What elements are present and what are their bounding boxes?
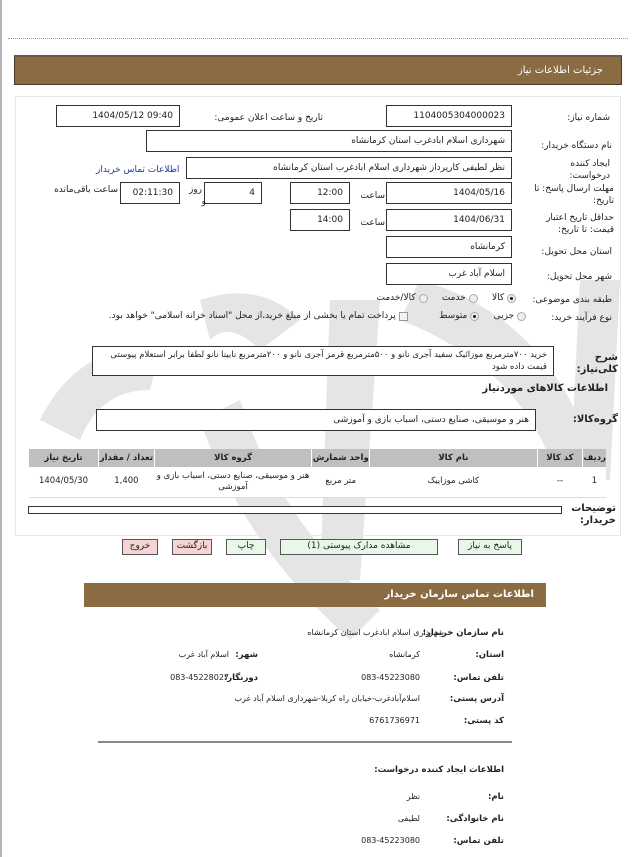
description-field — [92, 346, 554, 376]
treasury-payment-note: پرداخت تمام یا بخشی از مبلغ خرید،از محل "اسناد خزانه اسلامی" خواهد بود. — [108, 311, 396, 321]
contact-fax-value: 083-45228027 — [170, 673, 229, 682]
contact-fax-label: دورنگار: — [223, 673, 258, 683]
col-date: تاریخ نیاز — [29, 449, 99, 467]
contact-section-bar — [84, 583, 546, 607]
contact-city-label: شهر: — [235, 650, 258, 660]
category-radio-goods-service[interactable] — [419, 294, 428, 303]
contact-city-value: اسلام آباد غرب — [178, 650, 229, 659]
top-divider — [8, 38, 628, 39]
delivery-province-value: کرمانشاه — [470, 242, 505, 252]
need-number-label: شماره نیاز: — [567, 113, 610, 123]
col-group: گروه کالا — [154, 449, 311, 467]
deadline-time-field — [290, 182, 350, 204]
announce-value: 1404/05/12 09:40 — [92, 111, 173, 121]
cell-name: کاشی موزاییک — [370, 467, 537, 497]
contact-divider — [98, 741, 512, 743]
contact-province-label: استان: — [475, 650, 504, 660]
process-option-minor-label: جزیی — [493, 311, 515, 321]
deadline-date-value: 1404/05/16 — [453, 188, 505, 198]
deadline-time-label: ساعت — [360, 191, 385, 201]
buyer-org-field — [146, 130, 512, 152]
validity-time-label: ساعت — [360, 218, 385, 228]
buyer-notes-label: توضیحات خریدار: — [571, 503, 616, 526]
validity-date-value: 1404/06/31 — [453, 215, 505, 225]
process-option-medium-label: متوسط — [439, 311, 468, 321]
creator-first-name-label: نام: — [487, 792, 504, 802]
cell-row: 1 — [583, 467, 606, 497]
announce-label: تاریخ و ساعت اعلان عمومی: — [214, 113, 323, 123]
process-radio-group — [50, 311, 526, 322]
category-option-service-label: خدمت — [441, 293, 466, 303]
and-label: و — [201, 197, 206, 207]
creator-field — [186, 157, 512, 179]
description-label: شرح کلی‌نیاز: — [576, 352, 618, 375]
category-radio-group — [330, 293, 516, 304]
announce-field — [56, 105, 180, 127]
col-row: ردیف — [583, 449, 606, 467]
contact-org-value: شهرداری اسلام ابادغرب استان کرمانشاه — [307, 628, 444, 637]
page-title-bar — [14, 55, 622, 85]
validity-time-value: 14:00 — [317, 215, 343, 225]
col-unit: واحد شمارش — [312, 449, 370, 467]
remaining-time-value: 02:11:30 — [132, 188, 173, 198]
delivery-city-label: شهر محل تحویل: — [546, 272, 612, 282]
goods-table — [28, 449, 606, 498]
cell-group: هنر و موسیقی، صنایع دستی، اسباب بازی و آموزشی — [154, 467, 311, 497]
buyer-notes-field — [28, 506, 562, 514]
description-text: خرید ۷۰۰مترمربع موزائیک سفید آجری نانو و ۵۰۰مترمربع قرمز آجری نانو و ۲۰۰مترمربع نابینا نانو لطفا برابر استعلام پیوستی قیمت داده شود — [110, 350, 547, 372]
creator-value: نظر لطیفی کارپرداز شهرداری اسلام ابادغرب استان کرمانشاه — [273, 163, 505, 173]
creator-last-name-label: نام خانوادگی: — [446, 814, 504, 824]
buyer-org-label: نام دستگاه خریدار: — [541, 141, 612, 151]
cell-date: 1404/05/30 — [29, 467, 99, 497]
view-attachments-button[interactable]: مشاهده مدارک پیوستی (1) — [280, 539, 438, 555]
delivery-city-value: اسلام آباد غرب — [448, 269, 505, 279]
deadline-date-field — [386, 182, 512, 204]
col-code: کد کالا — [537, 449, 583, 467]
category-radio-goods[interactable] — [507, 294, 516, 303]
category-label: طبقه بندی موضوعی: — [532, 295, 612, 305]
treasury-payment-checkbox[interactable] — [399, 312, 408, 321]
creator-phone-label: تلفن تماس: — [453, 836, 504, 846]
buyer-org-value: شهرداری اسلام ابادغرب استان کرمانشاه — [351, 136, 505, 146]
remaining-time-label: ساعت باقی‌مانده — [54, 185, 118, 195]
category-option-goods-label: کالا — [491, 293, 505, 303]
category-option-goods-service-label: کالا/خدمت — [376, 293, 416, 303]
contact-province-value: کرمانشاه — [389, 650, 420, 659]
print-button[interactable]: چاپ — [226, 539, 266, 555]
delivery-city-field — [386, 263, 512, 285]
goods-group-field — [96, 409, 536, 431]
days-field — [204, 182, 262, 204]
delivery-province-label: استان محل تحویل: — [541, 247, 612, 257]
contact-postal-label: کد پستی: — [463, 716, 504, 726]
deadline-time-value: 12:00 — [317, 188, 343, 198]
goods-group-label: گروه‌کالا: — [572, 414, 618, 425]
category-radio-service[interactable] — [469, 294, 478, 303]
goods-section-title: اطلاعات کالاهای موردنیاز — [482, 383, 608, 394]
page-title: جزئیات اطلاعات نیاز — [517, 65, 603, 76]
col-qty: تعداد / مقدار — [98, 449, 154, 467]
deadline-label: مهلت ارسال پاسخ: تا تاریخ: — [534, 184, 614, 206]
days-label: روز — [188, 185, 202, 195]
creator-last-name-value: لطیفی — [397, 814, 420, 823]
exit-button[interactable]: خروج — [122, 539, 158, 555]
page-left-border — [0, 0, 2, 857]
cell-qty: 1,400 — [98, 467, 154, 497]
back-button[interactable]: بازگشت — [172, 539, 212, 555]
creator-phone-value: 083-45223080 — [361, 836, 420, 845]
cell-unit: متر مربع — [312, 467, 370, 497]
need-number-field — [386, 105, 512, 127]
validity-date-field — [386, 209, 512, 231]
contact-phone-value: 083-45223080 — [361, 673, 420, 682]
contact-section-title: اطلاعات تماس سازمان خریدار — [384, 589, 534, 600]
reply-button[interactable]: پاسخ به نیاز — [458, 539, 522, 555]
goods-group-value: هنر و موسیقی، صنایع دستی، اسباب بازی و آموزشی — [333, 415, 529, 425]
contact-phone-label: تلفن تماس: — [453, 673, 504, 683]
contact-org-label: نام سازمان خریدار: — [422, 628, 504, 638]
process-radio-minor[interactable] — [517, 312, 526, 321]
buyer-contact-link[interactable]: اطلاعات تماس خریدار — [96, 165, 180, 175]
creator-info-title: اطلاعات ایجاد کننده درخواست: — [374, 765, 504, 775]
col-name: نام کالا — [370, 449, 537, 467]
creator-first-name-value: نظر — [406, 792, 420, 801]
need-number-value: 1104005304000023 — [413, 111, 505, 121]
contact-address-value: اسلام‌آبادغرب-خیابان راه کربلا-شهرداری اسلام آباد غرب — [234, 694, 420, 703]
contact-postal-value: 6761736971 — [369, 716, 420, 725]
remaining-time-field — [120, 182, 180, 204]
contact-address-label: آدرس پستی: — [449, 694, 504, 704]
table-row — [29, 467, 607, 497]
cell-code: -- — [537, 467, 583, 497]
creator-label: ایجاد کننده درخواست: — [569, 159, 610, 181]
delivery-province-field — [386, 236, 512, 258]
days-value: 4 — [249, 188, 255, 198]
process-radio-medium[interactable] — [470, 312, 479, 321]
validity-time-field — [290, 209, 350, 231]
validity-label: حداقل تاریخ اعتبار قیمت: تا تاریخ: — [546, 213, 614, 235]
process-type-label: نوع فرآیند خرید: — [551, 313, 612, 323]
goods-table-header — [29, 449, 607, 467]
